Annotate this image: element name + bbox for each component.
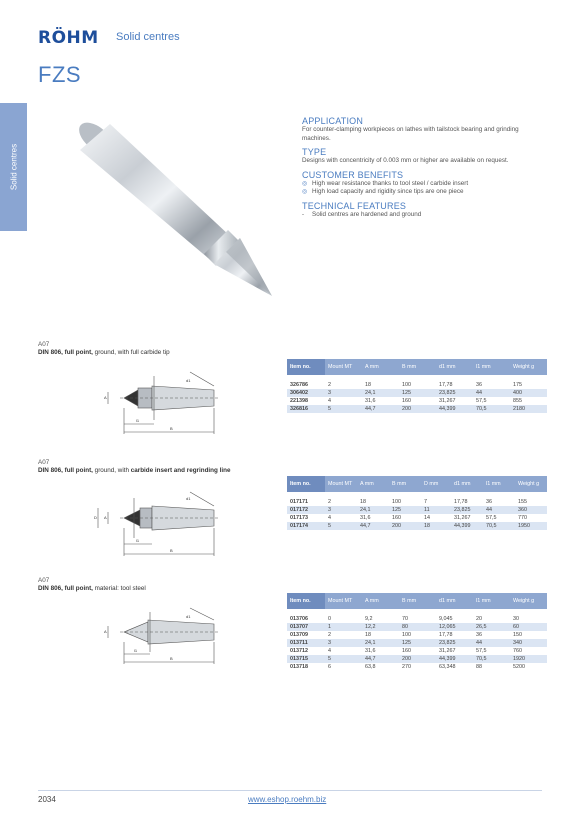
table-row: 326816 5 44,7 200 44,399 70,5 2180 <box>287 405 547 413</box>
column-header: A mm <box>362 593 399 609</box>
svg-text:A: A <box>104 629 107 634</box>
column-header: d1 mm <box>436 359 473 375</box>
table-row: 013712 4 31,6 160 31,267 57,5 760 <box>290 648 522 654</box>
column-header: l1 mm <box>473 359 510 375</box>
spec-table-2 <box>287 476 547 530</box>
svg-text:d1: d1 <box>186 496 191 501</box>
table-row: 306402 3 24,1 125 23,825 44 400 <box>287 389 547 397</box>
section-1-code: A07 <box>38 341 50 348</box>
table-row: 013718 6 63,8 270 63,348 88 5200 <box>290 664 525 670</box>
column-header: Item no. <box>287 359 325 375</box>
side-tab <box>0 103 27 231</box>
column-header: Item no. <box>287 476 325 492</box>
svg-text:A: A <box>104 395 107 400</box>
column-header: A mm <box>362 359 399 375</box>
column-header: d1 mm <box>451 476 483 492</box>
check-bullet-icon: ◎ <box>302 189 308 195</box>
svg-text:l1: l1 <box>136 538 140 543</box>
table-row: 013706 0 9,2 70 9,045 20 30 <box>290 616 519 622</box>
page-number: 2034 <box>38 795 56 804</box>
svg-text:d1: d1 <box>186 378 191 383</box>
technical-list <box>302 211 547 220</box>
column-header: l1 mm <box>483 476 515 492</box>
column-header: Item no. <box>287 593 325 609</box>
column-header: Weight g <box>515 476 547 492</box>
technical-heading: TECHNICAL FEATURES <box>302 200 407 211</box>
column-header: Mount MT <box>325 476 357 492</box>
type-text: Designs with concentricity of 0.003 mm or higher are available on request. <box>302 157 509 164</box>
product-code-title: FZS <box>38 62 82 87</box>
table-row: 017174 5 44,7 200 18 44,399 70,5 1950 <box>287 522 547 530</box>
svg-text:A: A <box>104 515 107 520</box>
column-header: Mount MT <box>325 359 362 375</box>
column-header: d1 mm <box>436 593 473 609</box>
technical-drawing-2 <box>90 486 240 558</box>
table-row: 017173 4 31,6 160 14 31,267 57,5 770 <box>290 515 527 521</box>
table-row: 017171 2 18 100 7 17,78 36 155 <box>290 499 527 505</box>
svg-text:B: B <box>170 426 173 431</box>
column-header: Mount MT <box>325 593 362 609</box>
spec-table-1 <box>287 359 547 413</box>
check-bullet-icon: ◎ <box>302 180 308 187</box>
side-tab-label: Solid centres <box>9 143 18 191</box>
section-3-description: DIN 806, full point, material: tool steel <box>38 585 146 592</box>
column-header: Weight g <box>510 359 547 375</box>
column-header: D mm <box>421 476 451 492</box>
spec-table-3 <box>287 593 547 671</box>
type-heading: TYPE <box>302 147 327 157</box>
section-2-description: DIN 806, full point, ground, with carbide insert and regrinding line <box>38 467 231 474</box>
column-header: B mm <box>389 476 421 492</box>
table-row: 013711 3 24,1 125 23,825 44 340 <box>287 639 547 647</box>
table-row: 326786 2 18 100 17,78 36 175 <box>290 382 522 388</box>
column-header: l1 mm <box>473 593 510 609</box>
product-info <box>302 112 547 219</box>
svg-text:D: D <box>94 515 97 520</box>
benefits-list <box>302 180 547 197</box>
section-1-description: DIN 806, full point, ground, with full carbide tip <box>38 349 170 356</box>
table-row: 013709 2 18 100 17,78 36 150 <box>290 632 522 638</box>
table-row: 013715 5 44,7 200 44,399 70,5 1920 <box>287 655 547 663</box>
technical-drawing-1 <box>90 368 240 436</box>
eshop-link[interactable]: www.eshop.roehm.biz <box>248 795 327 804</box>
product-photo <box>58 112 288 312</box>
page-header-title: Solid centres <box>116 31 180 43</box>
column-header: A mm <box>357 476 389 492</box>
table-row: 221398 4 31,6 160 31,267 57,5 855 <box>290 398 522 404</box>
svg-text:d1: d1 <box>186 614 191 619</box>
benefit-item: ◎ High load capacity and rigidity since tips are one piece <box>302 188 464 195</box>
table-row: 017172 3 24,1 125 11 23,825 44 360 <box>287 506 547 514</box>
svg-text:l1: l1 <box>136 418 140 423</box>
column-header: B mm <box>399 593 436 609</box>
section-2-code: A07 <box>38 459 50 466</box>
technical-item: - Solid centres are hardened and ground <box>302 210 422 218</box>
application-text: For counter-clamping workpieces on lathes with tailstock bearing and grinding machines. <box>302 126 519 142</box>
dash-bullet-icon: - <box>302 211 304 218</box>
technical-drawing-3 <box>90 606 240 666</box>
svg-text:B: B <box>170 548 173 553</box>
footer-divider <box>38 790 542 791</box>
column-header: B mm <box>399 359 436 375</box>
table-row: 013707 1 12,2 80 12,065 26,5 60 <box>287 623 547 631</box>
svg-text:l1: l1 <box>134 648 138 653</box>
section-3-code: A07 <box>38 577 50 584</box>
column-header: Weight g <box>510 593 547 609</box>
svg-text:B: B <box>170 656 173 661</box>
application-heading: APPLICATION <box>302 116 364 126</box>
benefit-item: ◎ High wear resistance thanks to tool steel / carbide insert <box>302 179 469 187</box>
benefits-heading: CUSTOMER BENEFITS <box>302 169 404 180</box>
roehm-logo: RÖHM <box>38 28 99 48</box>
